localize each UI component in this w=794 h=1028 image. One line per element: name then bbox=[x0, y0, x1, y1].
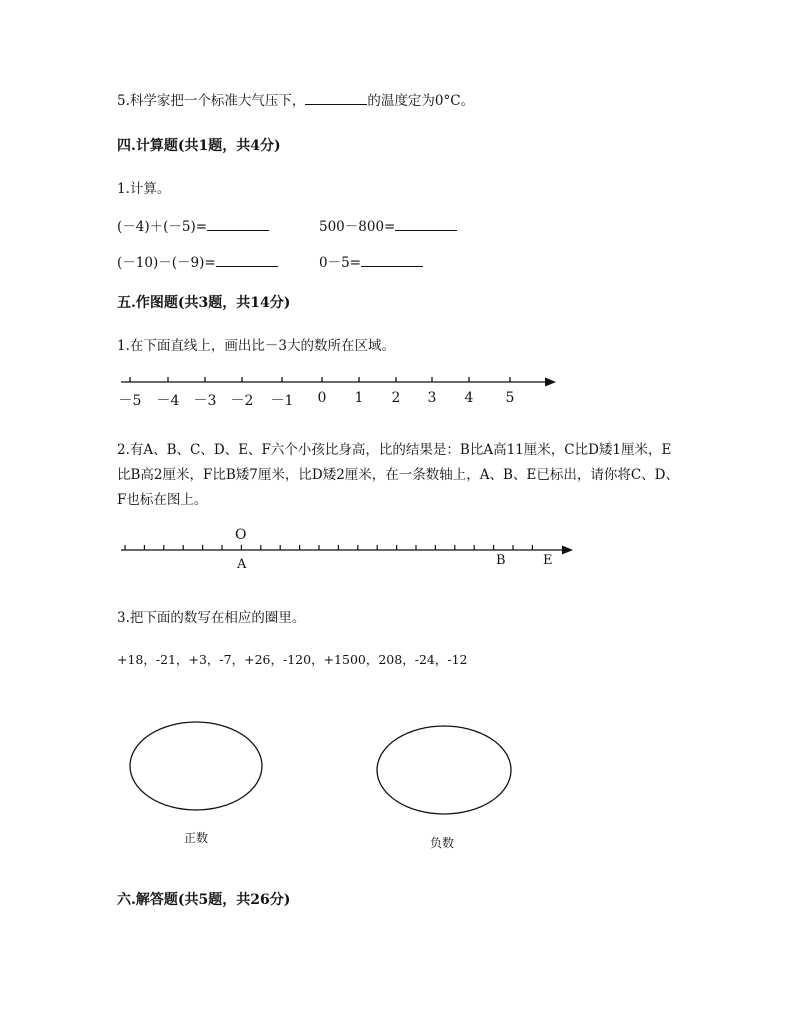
section-6-heading: 六.解答题(共5题，共26分) bbox=[117, 892, 291, 908]
calc-expression-2: 500－800= bbox=[319, 219, 396, 235]
number-line-1-tick-label: －4 bbox=[156, 393, 180, 409]
number-line-1-tick-label: －3 bbox=[193, 393, 217, 409]
number-line-1-tick-label: 0 bbox=[317, 390, 327, 406]
axis-2-point-b-label: B bbox=[496, 553, 506, 568]
axis-2-origin-label: O bbox=[235, 527, 247, 543]
number-line-1-tick-label: －1 bbox=[270, 393, 294, 409]
number-line-2-arrow-icon bbox=[562, 546, 573, 555]
number-line-1-tick-label: －5 bbox=[118, 393, 142, 409]
section-5-question-1-title: 1.在下面直线上，画出比－3大的数所在区域。 bbox=[117, 338, 395, 354]
section-5-question-3-title: 3.把下面的数写在相应的圈里。 bbox=[117, 610, 306, 626]
question-5-text-before: 5.科学家把一个标准大气压下， bbox=[117, 93, 306, 109]
section-4-heading: 四.计算题(共1题，共4分) bbox=[117, 138, 281, 154]
calc-expression-3: (－10)－(－9)= bbox=[117, 255, 216, 271]
number-line-1-tick-label: 1 bbox=[354, 390, 364, 406]
number-line-1-tick-label: －2 bbox=[230, 393, 254, 409]
number-line-1-tick-label: 3 bbox=[427, 390, 437, 406]
number-line-1-ticks bbox=[130, 377, 510, 382]
negative-numbers-label: 负数 bbox=[430, 836, 455, 850]
section-4-question-1-title: 1.计算。 bbox=[117, 181, 171, 197]
section-5-question-2-text: 2.有A、B、C、D、E、F六个小孩比身高，比的结果是：B比A高11厘米，C比D矮1厘米，E比B高2厘米，F比B矮7厘米，比D矮2厘米，在一条数轴上，A、B、E已标出，请你将C、D、F也标在图上。 bbox=[117, 442, 679, 508]
number-line-1-tick-label: 4 bbox=[464, 390, 474, 406]
axis-2-point-e-label: E bbox=[543, 553, 553, 568]
negative-numbers-circle[interactable] bbox=[377, 726, 511, 814]
number-line-1-tick-label: 5 bbox=[505, 390, 515, 406]
positive-numbers-circle[interactable] bbox=[130, 722, 262, 810]
calc-expression-4: 0－5= bbox=[319, 255, 361, 271]
axis-2-point-a-label: A bbox=[237, 557, 247, 572]
section-5-heading: 五.作图题(共3题，共14分) bbox=[117, 295, 291, 311]
calc-expression-1: (－4)＋(－5)= bbox=[117, 219, 208, 235]
positive-numbers-label: 正数 bbox=[184, 831, 209, 845]
number-line-2-ticks bbox=[125, 545, 532, 550]
number-line-1-arrow-icon bbox=[545, 378, 556, 387]
section-5-question-3-numbers: +18，-21，+3，-7，+26，-120，+1500，208，-24，-12 bbox=[117, 652, 468, 667]
question-5-text-after: 的温度定为0°C。 bbox=[367, 93, 475, 109]
number-line-1-tick-label: 2 bbox=[391, 390, 401, 406]
